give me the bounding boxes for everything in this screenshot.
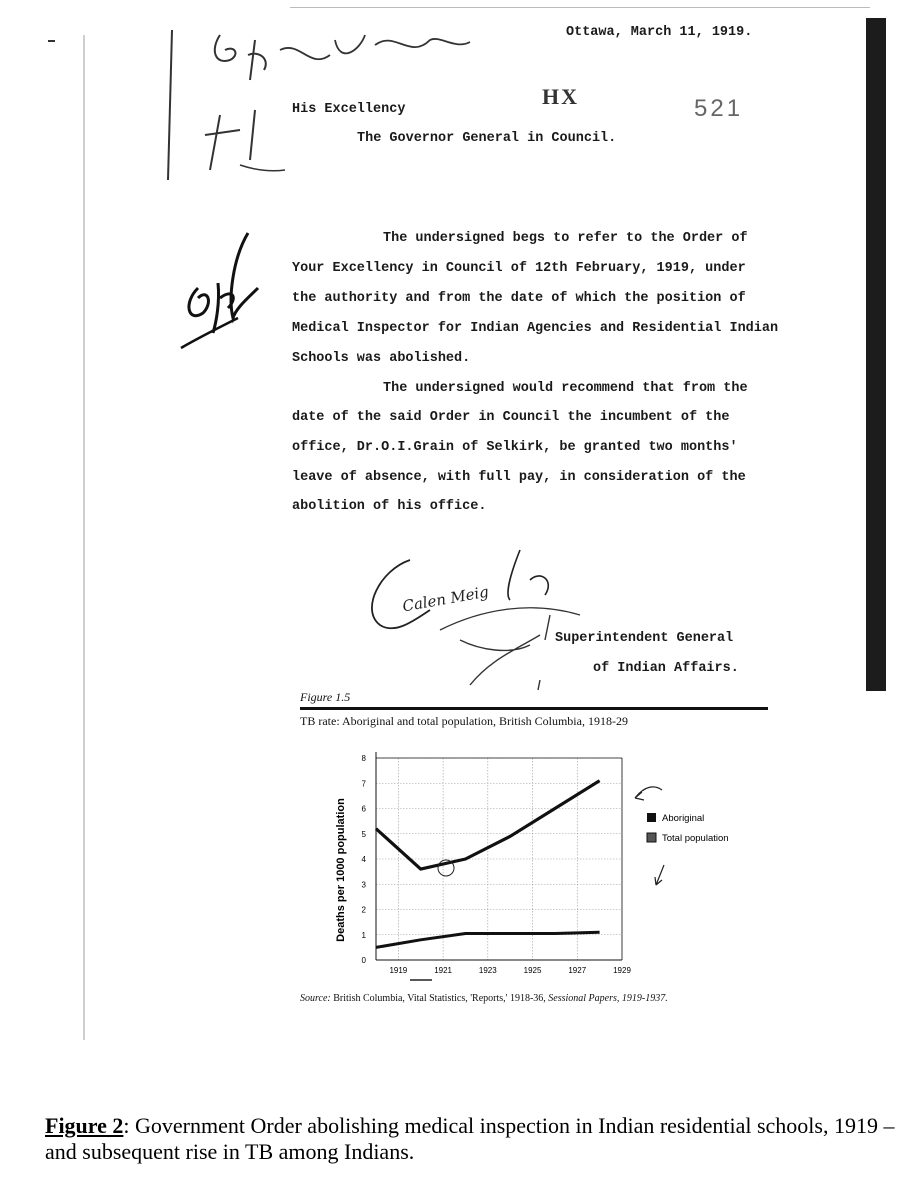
letter-body-line-2: Your Excellency in Council of 12th February, 1919, under <box>292 261 746 276</box>
letter-body-line-8: office, Dr.O.I.Grain of Selkirk, be granted two months' <box>292 440 738 455</box>
y-tick-label: 3 <box>361 880 366 890</box>
y-axis-label: Deaths per 1000 population <box>335 798 347 942</box>
caption-label: Figure 2 <box>45 1113 124 1138</box>
letter-body-line-4: Medical Inspector for Indian Agencies and Residential Indian <box>292 321 779 336</box>
legend-swatch-aboriginal <box>647 813 656 822</box>
x-tick-label: 1925 <box>523 966 542 975</box>
received-stamp-code: HX <box>542 84 579 109</box>
page-left-mark <box>48 40 55 42</box>
letter-body-line-3: the authority and from the date of which the position of <box>292 291 746 306</box>
tb-rate-chart <box>300 740 780 990</box>
letter-addressee-line1: His Excellency <box>292 102 406 117</box>
x-tick-label: 1921 <box>434 966 452 975</box>
signature-handwriting: Calen Meig <box>401 582 491 616</box>
figure-label: Figure 1.5 <box>300 690 351 704</box>
page-top-edge <box>290 7 870 8</box>
page-right-dark-edge <box>866 18 886 691</box>
source-text: British Columbia, Vital Statistics, 'Reports,' 1918-36, <box>333 993 546 1004</box>
letter-body-line-5: Schools was abolished. <box>292 351 471 366</box>
letter-dateline: Ottawa, March 11, 1919. <box>566 25 753 40</box>
handwritten-initials <box>178 228 268 353</box>
handwritten-chart-marks <box>410 787 664 980</box>
letter-body-line-1: The undersigned begs to refer to the Order of <box>383 231 748 246</box>
signature-flourish <box>340 540 600 700</box>
caption-text: : Government Order abolishing medical inspection in Indian residential schools, 1919 – and subsequent rise in TB among Indians. <box>45 1113 895 1164</box>
legend <box>647 813 729 844</box>
y-tick-label: 8 <box>361 754 366 763</box>
source-italic: Sessional Papers, 1919-1937. <box>548 993 668 1004</box>
figure-source <box>300 993 668 1004</box>
legend-label-total: Total population <box>662 833 729 844</box>
source-prefix: Source: <box>300 993 331 1004</box>
x-tick-label: 1929 <box>613 966 631 975</box>
y-tick-label: 6 <box>361 804 366 814</box>
y-tick-label: 0 <box>361 956 366 965</box>
x-tick-label: 1923 <box>478 966 497 975</box>
figure-title: TB rate: Aboriginal and total population, British Columbia, 1918-29 <box>300 714 628 728</box>
x-tick-label: 1919 <box>389 966 408 975</box>
page-left-edge <box>83 35 85 1040</box>
signature-title-line1: Superintendent General <box>555 631 734 646</box>
signature-title-line2: of Indian Affairs. <box>593 661 739 676</box>
y-tick-label: 7 <box>361 779 366 789</box>
figure-rule <box>300 707 768 710</box>
letter-body-line-6: The undersigned would recommend that from the <box>383 381 748 396</box>
y-tick-label: 1 <box>361 930 366 940</box>
received-stamp-number: 521 <box>694 95 744 122</box>
legend-swatch-total <box>647 833 656 842</box>
letter-body-line-9: leave of absence, with full pay, in consideration of the <box>292 470 746 485</box>
letter-body-line-10: abolition of his office. <box>292 499 487 514</box>
y-tick-label: 5 <box>361 829 366 839</box>
y-tick-label: 4 <box>361 855 366 864</box>
x-tick-label: 1927 <box>568 966 587 975</box>
y-tick-label: 2 <box>361 905 366 915</box>
letter-body-line-7: date of the said Order in Council the incumbent of the <box>292 410 730 425</box>
letter-addressee-line2: The Governor General in Council. <box>357 131 617 146</box>
legend-label-aboriginal: Aboriginal <box>662 813 705 824</box>
page-caption <box>45 1113 895 1165</box>
